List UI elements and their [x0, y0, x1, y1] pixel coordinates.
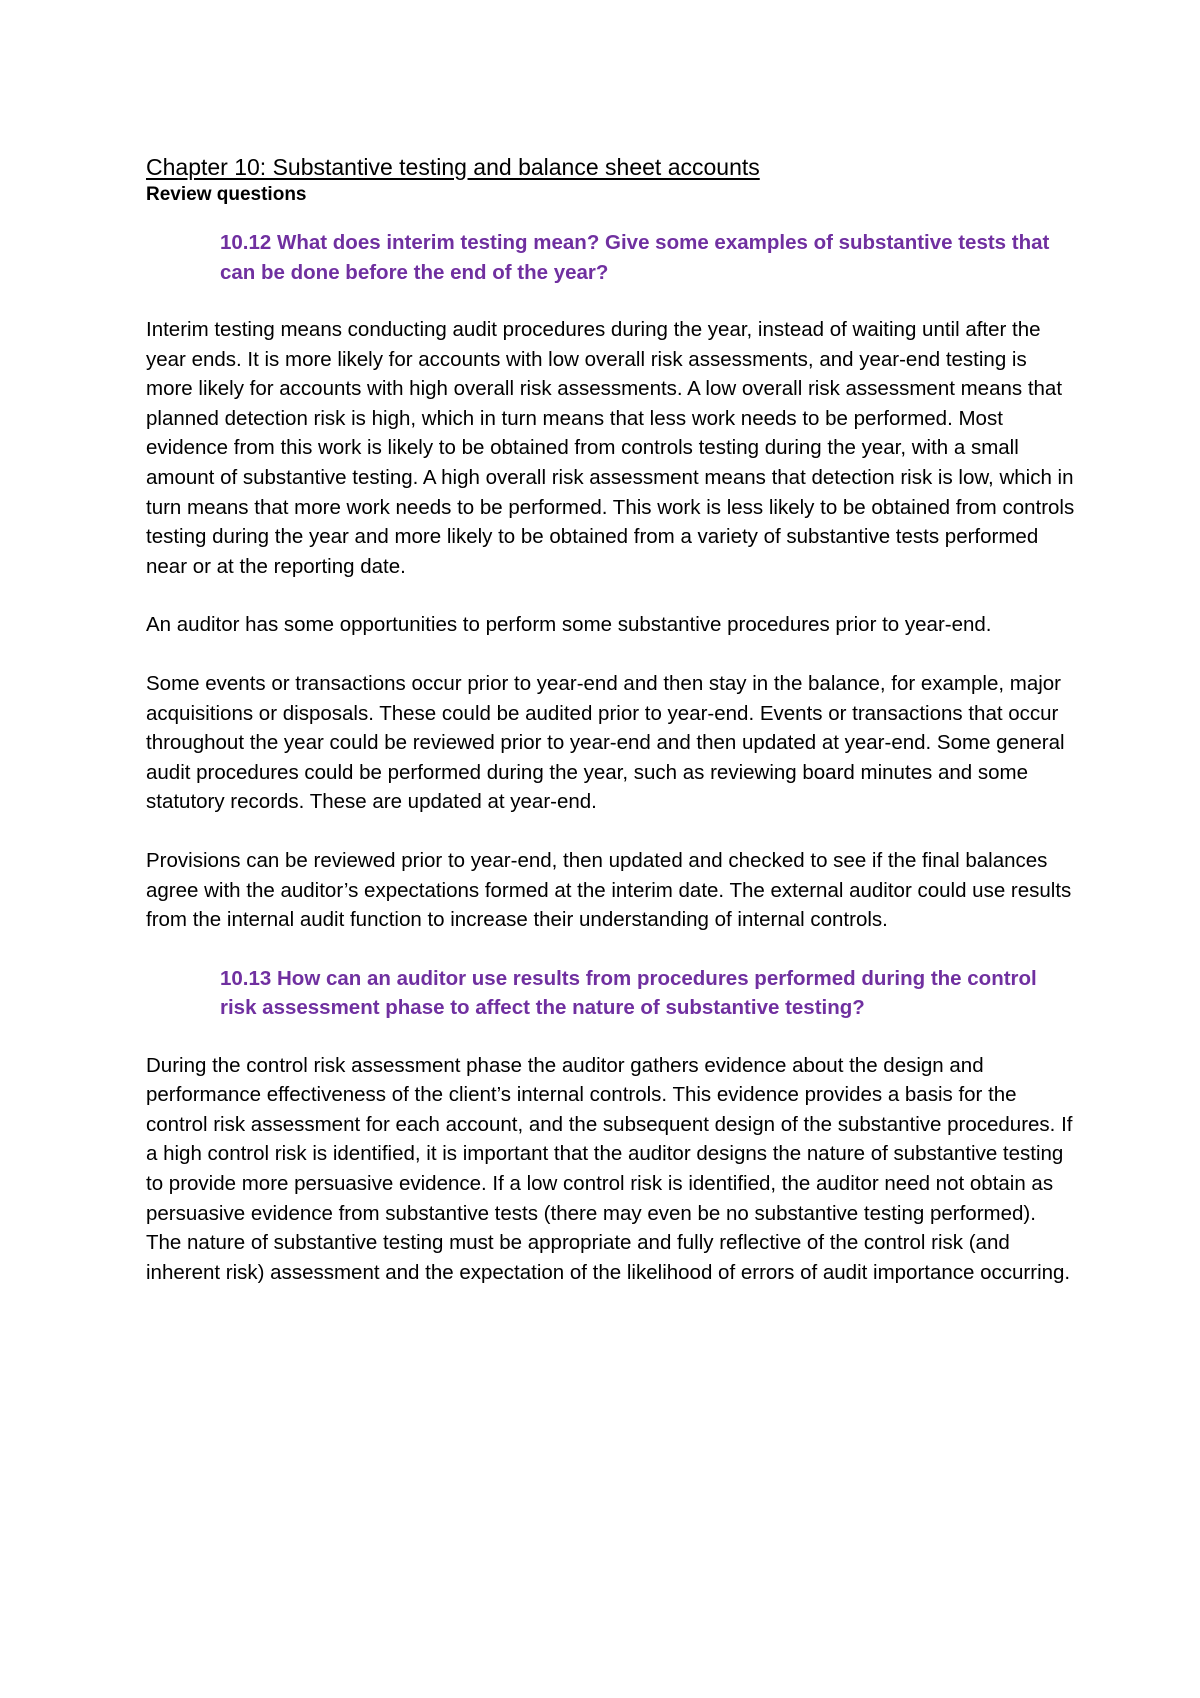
answer-paragraph: Interim testing means conducting audit procedures during the year, instead of waiting until after the year ends. It is more likely for accounts with low overall risk assessments, and year-end testing is more likely for accounts with high overall risk assessments. A low overall risk assessment means that planned detection risk is high, which in turn means that less work needs to be performed. Most evidence from this work is likely to be obtained from controls testing during the year, with a small amount of substantive testing. A high overall risk assessment means that detection risk is low, which in turn means that more work needs to be performed. This work is less likely to be obtained from controls testing during the year and more likely to be obtained from a variety of substantive tests performed near or at the reporting date.: [146, 318, 1075, 578]
answer-paragraph: During the control risk assessment phase the auditor gathers evidence about the design and performance effectiveness of the client’s internal controls. This evidence provides a basis for the control risk assessment for each account, and the subsequent design of the substantive procedures. If a high control risk is identified, it is important that the auditor designs the nature of substantive testing to provide more persuasive evidence. If a low control risk is identified, the auditor need not obtain as persuasive evidence from substantive tests (there may even be no substantive testing performed). The nature of substantive testing must be appropriate and fully reflective of the control risk (and inherent risk) assessment and the expectation of the likelihood of errors of audit importance occurring.: [146, 1053, 1073, 1284]
question-heading: 10.12 What does interim testing mean? Give some examples of substantive tests that can be done before the end of the year?: [220, 231, 1050, 284]
question-heading: 10.13 How can an auditor use results from procedures performed during the control risk assessment phase to affect the nature of substantive testing?: [220, 966, 1037, 1020]
answer-paragraph: Some events or transactions occur prior to year-end and then stay in the balance, for example, major acquisitions or disposals. These could be audited prior to year-end. Events or transactions that occur throughout the year could be reviewed prior to year-end and then updated at year-end. Some general audit procedures could be performed during the year, such as reviewing board minutes and some statutory records. These are updated at year-end.: [146, 671, 1065, 814]
question-section-10-13: [146, 964, 1076, 1288]
chapter-title: [146, 152, 1076, 182]
answer-paragraph: Provisions can be reviewed prior to year-end, then updated and checked to see if the final balances agree with the auditor’s expectations formed at the interim date. The external auditor could use results from the internal audit function to increase their understanding of internal controls.: [146, 848, 1072, 932]
answer-paragraph: An auditor has some opportunities to perform some substantive procedures prior to year-end.: [146, 613, 992, 637]
question-section-10-12: [146, 228, 1076, 935]
section-subtitle: Review questions: [146, 184, 307, 205]
chapter-title-text: Chapter 10: Substantive testing and balance sheet accounts: [146, 154, 760, 180]
document-page: [146, 152, 1076, 1316]
